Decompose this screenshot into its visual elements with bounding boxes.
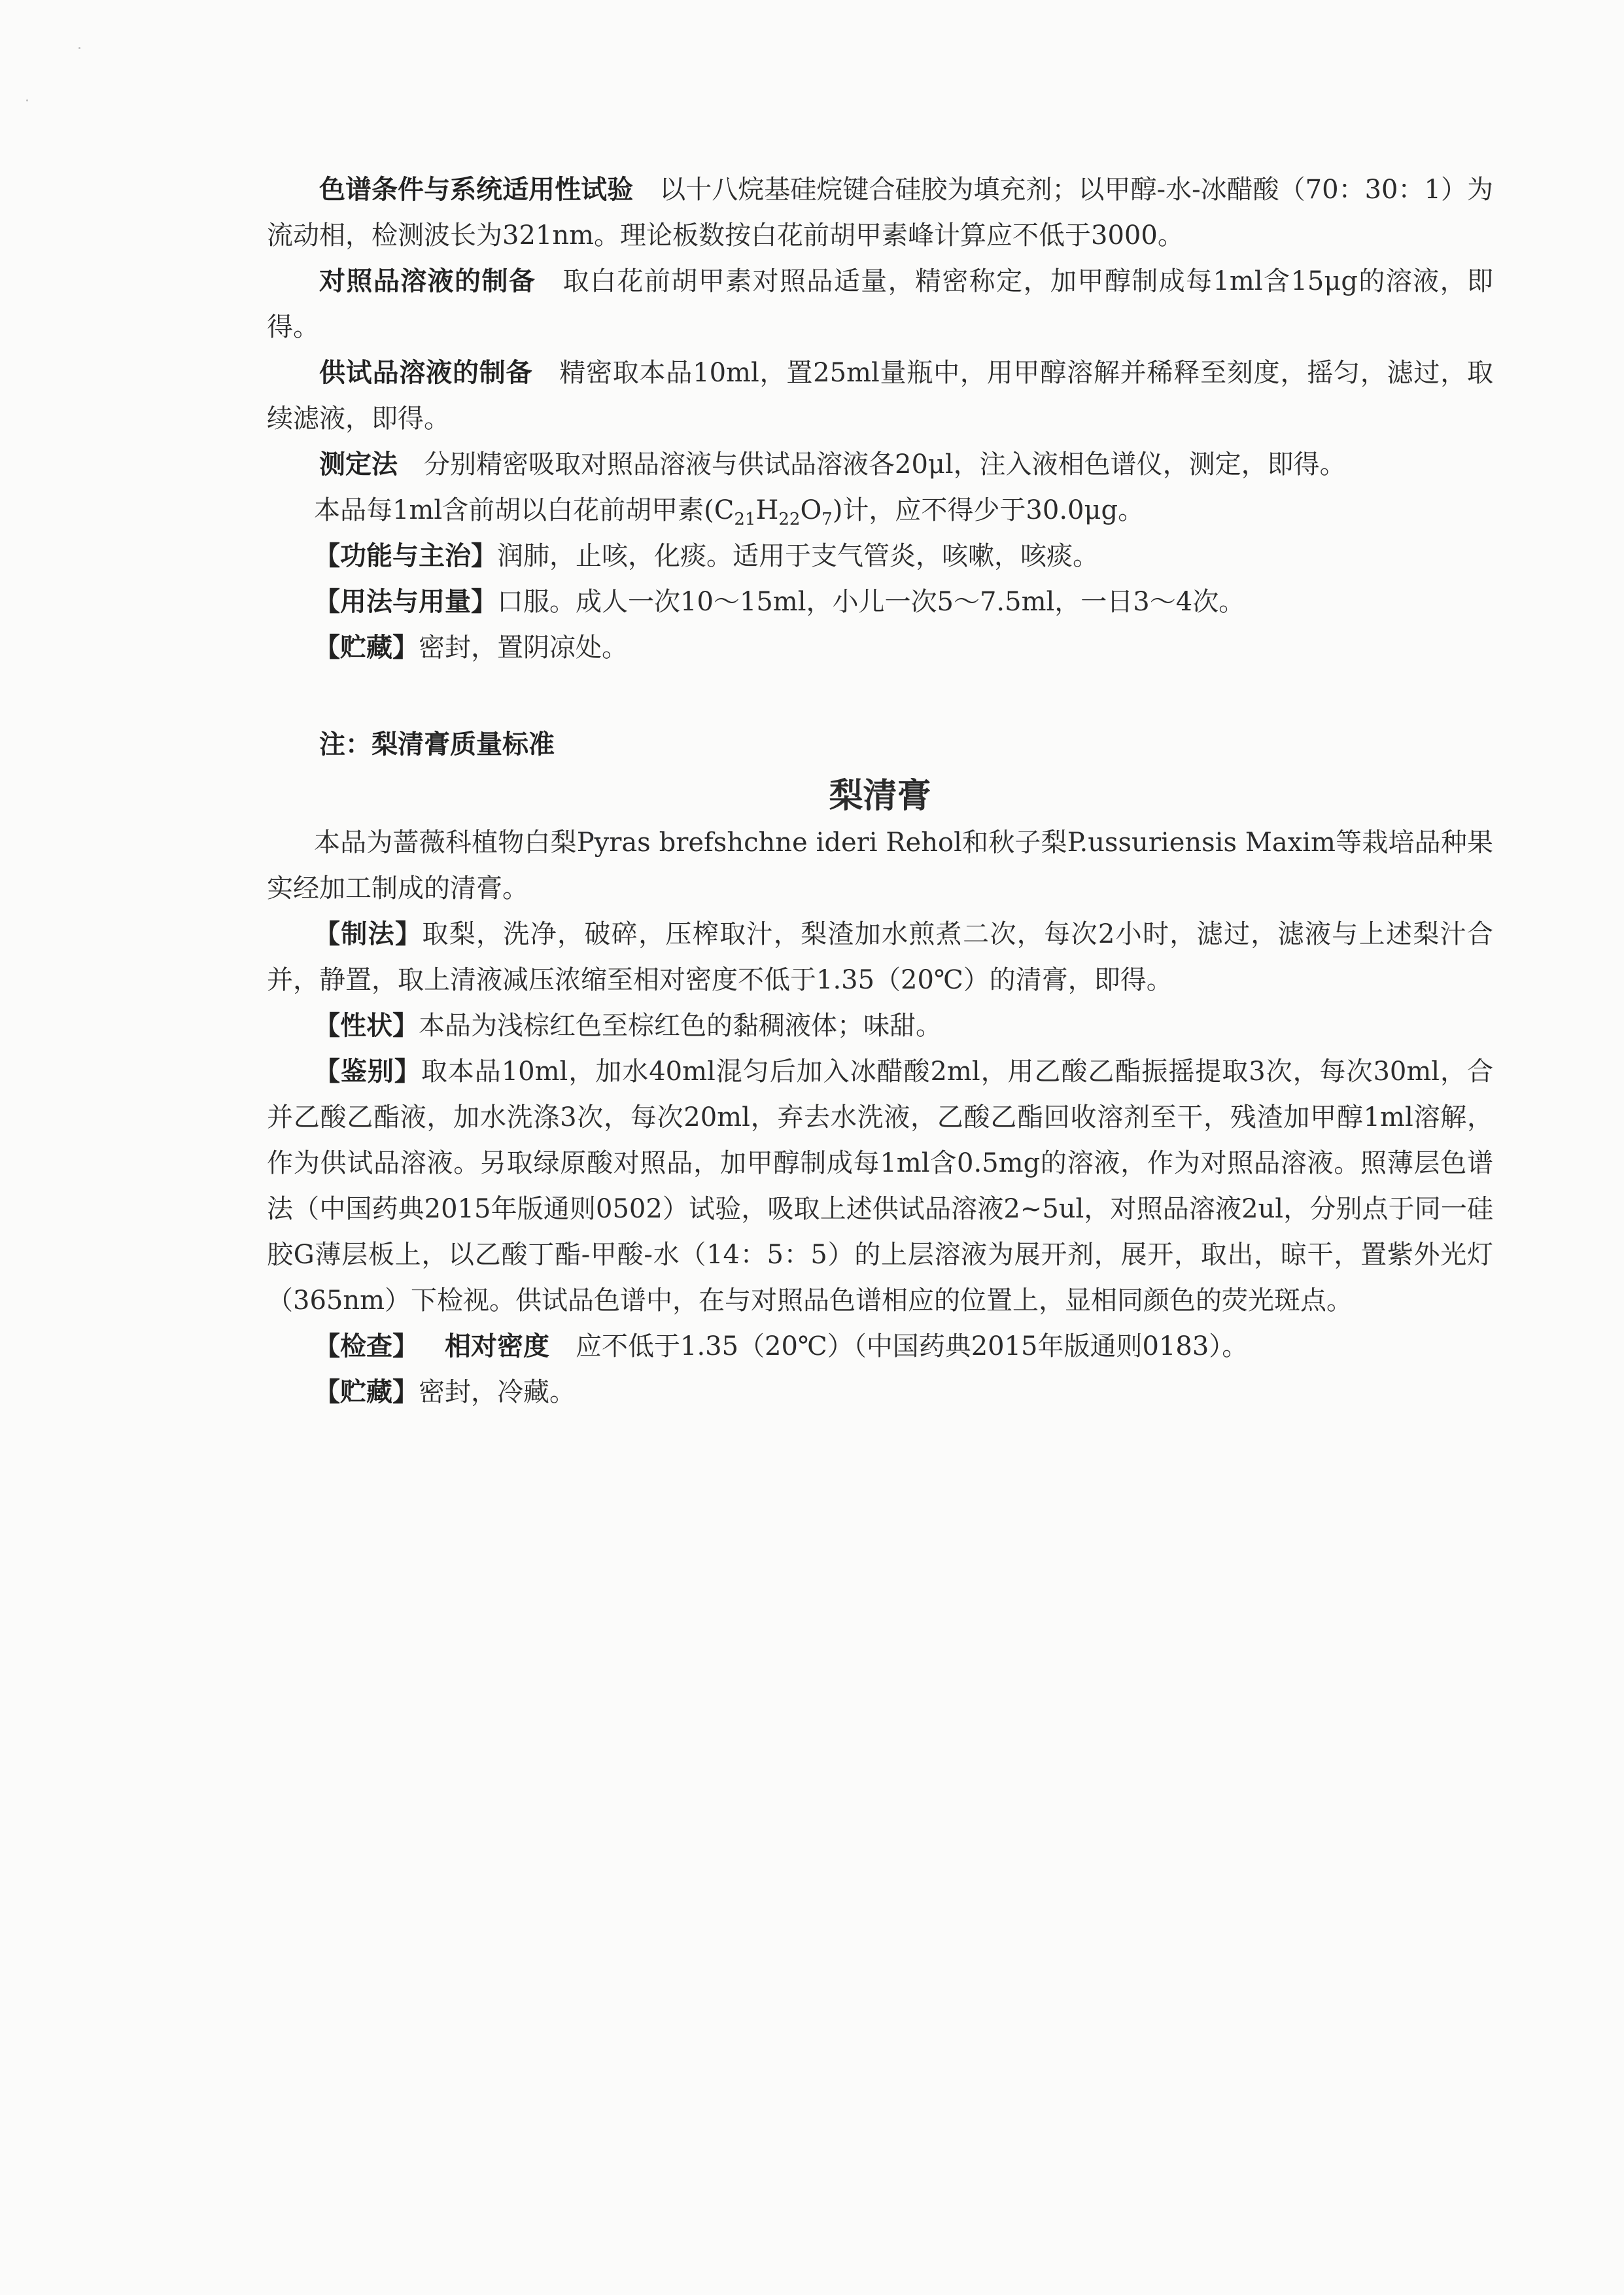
inspection-paragraph	[267, 1323, 1493, 1369]
function-paragraph	[267, 533, 1493, 579]
storage-paragraph-1	[267, 625, 1493, 671]
test-solution-label: 供试品溶液的制备	[319, 358, 533, 388]
preparation-paragraph	[267, 911, 1493, 1003]
function-text: 润肺，止咳，化痰。适用于支气管炎，咳嗽，咳痰。	[497, 541, 1099, 571]
characteristics-paragraph	[267, 1003, 1493, 1049]
test-solution-text: 精密取本品10ml，置25ml量瓶中，用甲醇溶解并稀释至刻度，摇匀，滤过，取续滤液，即得。	[267, 358, 1494, 434]
identification-label: 【鉴别】	[314, 1057, 421, 1087]
identification-text: 取本品10ml，加水40ml混匀后加入冰醋酸2ml，用乙酸乙酯振摇提取3次，每次30ml，合并乙酸乙酯液，加水洗涤3次，每次20ml，弃去水洗液，乙酸乙酯回收溶剂至干，残渣加甲醇1ml溶解，作为供试品溶液。另取绿原酸对照品，加甲醇制成每1ml含0.5mg的溶液，作为对照品溶液。照薄层色谱法（中国药典2015年版通则0502）试验，吸取上述供试品溶液2~5ul，对照品溶液2ul，分别点于同一硅胶G薄层板上，以乙酸丁酯-甲酸-水（14：5：5）的上层溶液为展开剂，展开，取出，晾干，置紫外光灯（365nm）下检视。供试品色谱中，在与对照品色谱相应的位置上，显相同颜色的荧光斑点。	[267, 1057, 1493, 1316]
content-requirement-paragraph: 本品每1ml含前胡以白花前胡甲素$(C_{21}H_{22}O_7)$计，应不得少于30.0μg。	[314, 495, 1145, 529]
preparation-label: 【制法】	[314, 919, 423, 949]
chromatography-label: 色谱条件与系统适用性试验	[319, 175, 634, 205]
document-body	[267, 167, 1493, 1415]
inspection-text: 应不低于1.35（20℃）（中国药典2015年版通则0183）。	[576, 1331, 1249, 1361]
chromatography-paragraph	[267, 167, 1493, 258]
method-paragraph	[267, 442, 1493, 487]
relative-density-label: 相对密度	[445, 1331, 549, 1361]
method-label: 测定法	[319, 449, 398, 480]
function-label: 【功能与主治】	[314, 541, 497, 571]
test-solution-paragraph	[267, 350, 1493, 442]
scan-speck	[78, 47, 80, 49]
storage-paragraph-2	[267, 1369, 1493, 1415]
usage-text: 口服。成人一次10～15ml，小儿一次5～7.5ml，一日3～4次。	[497, 587, 1245, 617]
reference-solution-label: 对照品溶液的制备	[319, 266, 536, 296]
characteristics-text: 本品为浅棕红色至棕红色的黏稠液体；味甜。	[419, 1011, 942, 1041]
inspection-label: 【检查】	[314, 1331, 419, 1361]
reference-solution-text: 取白花前胡甲素对照品适量，精密称定，加甲醇制成每1ml含15μg的溶液，即得。	[267, 266, 1493, 342]
intro-paragraph: 本品为蔷薇科植物白梨Pyras brefshchne ideri Rehol和秋子梨P.ussuriensis Maxim等栽培品种果实经加工制成的清膏。	[267, 828, 1493, 903]
note-heading: 注：梨清膏质量标准	[319, 729, 555, 760]
usage-paragraph	[267, 579, 1493, 625]
storage-label-1: 【贮藏】	[314, 633, 419, 663]
reference-solution-paragraph	[267, 258, 1493, 350]
preparation-text: 取梨，洗净，破碎，压榨取汁，梨渣加水煎煮二次，每次2小时，滤过，滤液与上述梨汁合并，静置，取上清液减压浓缩至相对密度不低于1.35（20℃）的清膏，即得。	[267, 919, 1494, 995]
chromatography-text: 以十八烷基硅烷键合硅胶为填充剂；以甲醇-水-冰醋酸（70：30：1）为流动相，检测波长为321nm。理论板数按白花前胡甲素峰计算应不低于3000。	[267, 175, 1494, 251]
storage-text-1: 密封，置阴凉处。	[419, 633, 628, 663]
method-text: 分别精密吸取对照品溶液与供试品溶液各20μl，注入液相色谱仪，测定，即得。	[424, 449, 1346, 480]
storage-label-2: 【贮藏】	[314, 1377, 419, 1407]
storage-text-2: 密封，冷藏。	[419, 1377, 576, 1407]
scan-speck	[26, 99, 28, 101]
usage-label: 【用法与用量】	[314, 587, 497, 617]
characteristics-label: 【性状】	[314, 1011, 419, 1041]
identification-paragraph	[267, 1049, 1493, 1323]
document-title: 梨清膏	[829, 777, 931, 816]
